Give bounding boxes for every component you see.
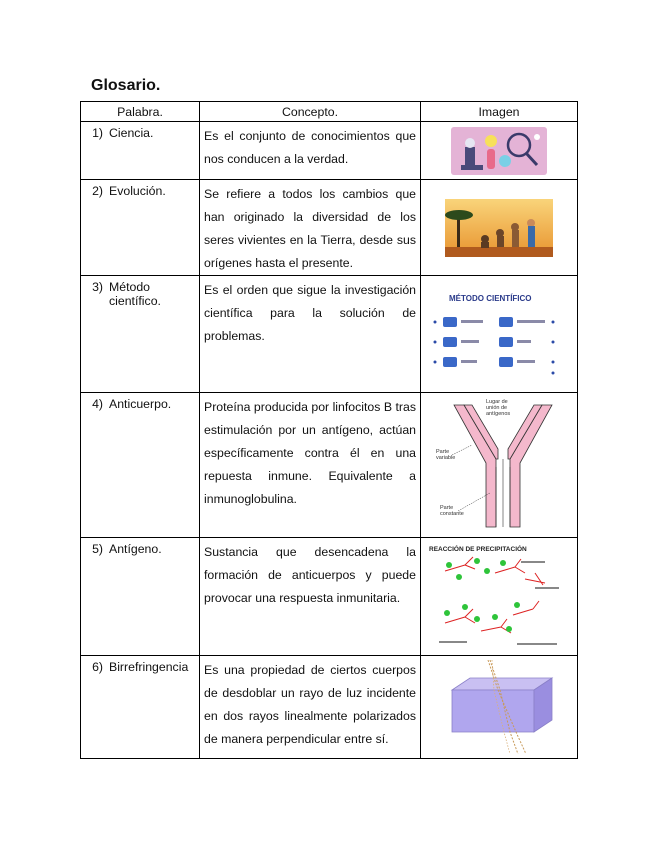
image-cell bbox=[421, 656, 578, 759]
image-cell bbox=[421, 393, 578, 538]
svg-text:Lugar de: Lugar de bbox=[486, 399, 508, 405]
diagram-title: REACCIÓN DE PRECIPITACIÓN bbox=[429, 545, 527, 553]
word-label: Ciencia. bbox=[109, 126, 154, 140]
svg-text:Parte: Parte bbox=[436, 449, 450, 455]
scientific-method-diagram bbox=[429, 289, 569, 379]
svg-text:Parte: Parte bbox=[440, 505, 454, 511]
header-concept: Concepto. bbox=[200, 102, 421, 122]
evolution-illustration bbox=[445, 199, 553, 257]
table-row bbox=[81, 538, 578, 656]
word-cell: 3) Método científico. bbox=[81, 276, 200, 393]
svg-text:variable: variable bbox=[436, 455, 456, 461]
birefringence-diagram bbox=[444, 660, 554, 754]
word-label: Birrefringencia bbox=[109, 660, 189, 674]
glossary-title: Glosario. bbox=[91, 77, 161, 94]
svg-text:antígenos: antígenos bbox=[486, 411, 511, 417]
word-cell: 5) Antígeno. bbox=[81, 538, 200, 656]
word-label-line2: científico. bbox=[109, 294, 161, 308]
concept-cell: Es una propiedad de ciertos cuerpos de desdoblar un rayo de luz incidente en dos rayos linealmente polarizados de manera perpendicular entre sí. bbox=[200, 656, 421, 759]
word-cell: 2) Evolución. bbox=[81, 180, 200, 276]
image-cell bbox=[421, 276, 578, 393]
table-row bbox=[81, 276, 578, 393]
science-illustration bbox=[451, 127, 547, 175]
concept-cell: Se refiere a todos los cambios que han originado la diversidad de los seres vivientes en la Tierra, desde sus orígenes hasta el presente. bbox=[200, 180, 421, 276]
table-row bbox=[81, 393, 578, 538]
diagram-title: MÉTODO CIENTÍFICO bbox=[449, 294, 532, 303]
word-label: Método bbox=[109, 280, 151, 294]
svg-text:constante: constante bbox=[440, 511, 464, 517]
image-cell bbox=[421, 122, 578, 180]
table-row bbox=[81, 122, 578, 180]
word-label: Antígeno. bbox=[109, 542, 162, 556]
table-row bbox=[81, 656, 578, 759]
concept-cell: Proteína producida por linfocitos B tras estimulación por un antígeno, actúan específicamente contra él en una repuesta inmune. Equivalente a inmunoglobulina. bbox=[200, 393, 421, 538]
image-cell bbox=[421, 180, 578, 276]
svg-text:unión de: unión de bbox=[486, 405, 508, 411]
precipitation-reaction-diagram bbox=[425, 543, 573, 651]
table-row bbox=[81, 180, 578, 276]
antibody-diagram bbox=[434, 397, 564, 533]
word-label: Anticuerpo. bbox=[109, 397, 172, 411]
header-word: Palabra. bbox=[81, 102, 200, 122]
word-cell: 6) Birrefringencia bbox=[81, 656, 200, 759]
word-label: Evolución. bbox=[109, 184, 166, 198]
concept-cell: Es el conjunto de conocimientos que nos conducen a la verdad. bbox=[200, 122, 421, 180]
word-cell: 1) Ciencia. bbox=[81, 122, 200, 180]
image-cell bbox=[421, 538, 578, 656]
word-cell: 4) Anticuerpo. bbox=[81, 393, 200, 538]
concept-cell: Sustancia que desencadena la formación de anticuerpos y puede provocar una respuesta inmunitaria. bbox=[200, 538, 421, 656]
glossary-table bbox=[80, 101, 578, 759]
table-header-row bbox=[81, 102, 578, 122]
header-image: Imagen bbox=[421, 102, 578, 122]
concept-cell: Es el orden que sigue la investigación científica para la solución de problemas. bbox=[200, 276, 421, 393]
